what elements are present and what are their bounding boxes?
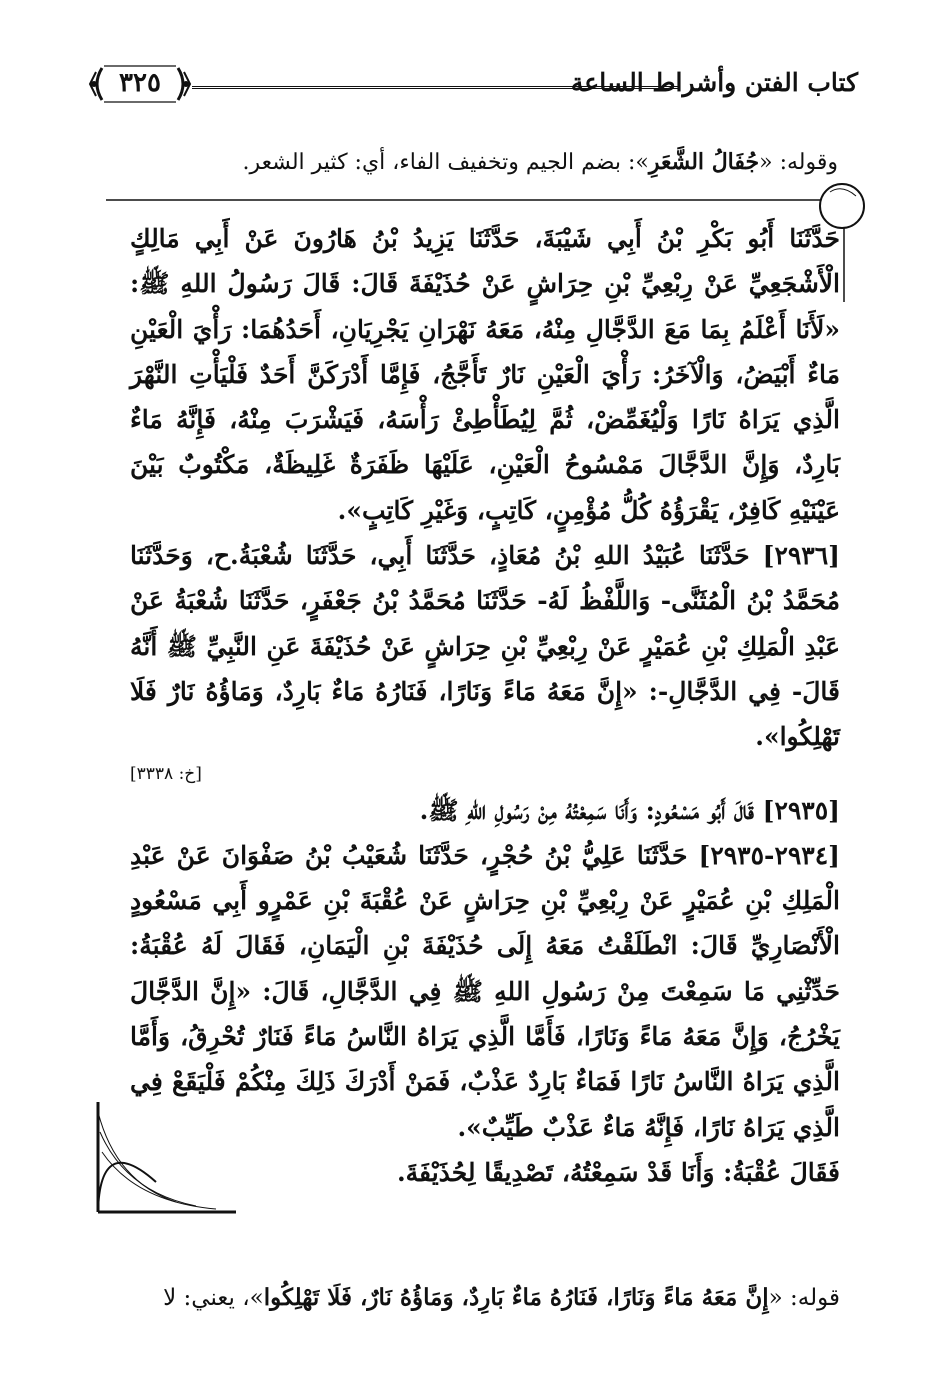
bukhari-reference: [خ: ٣٣٣٨]: [130, 763, 202, 784]
hadith-paragraph: حَدَّثَنَا أَبُو بَكْرِ بْنُ أَبِي شَيْبَةَ، حَدَّثَنَا يَزِيدُ بْنُ هَارُونَ عَنْ أَبِي مَالِكٍ الْأَشْجَعِيِّ عَنْ رِبْعِيِّ بْنِ حِرَاشٍ عَنْ حُذَيْفَةَ قَالَ: قَالَ رَسُولُ اللهِ ﷺ: «لَأَنَا أَعْلَمُ بِمَا مَعَ الدَّجَّالِ مِنْهُ، مَعَهُ نَهْرَانِ يَجْرِيَانِ، أَحَدُهُمَا: رَأْيَ الْعَيْنِ مَاءٌ أَبْيَضُ، وَالْآخَرُ: رَأْيَ الْعَيْنِ نَارٌ تَأَجَّجُ، فَإِمَّا أَدْرَكَنَّ أَحَدٌ فَلْيَأْتِ النَّهْرَ الَّذِي يَرَاهُ نَارًا وَلْيُغَمِّضْ، ثُمَّ لِيُطَأْطِئْ رَأْسَهُ، فَيَشْرَبَ مِنْهُ، فَإِنَّهُ مَاءٌ بَارِدٌ، وَإِنَّ الدَّجَّالَ مَمْسُوحُ الْعَيْنِ، عَلَيْهَا ظَفَرَةٌ غَلِيظَةٌ، مَكْتُوبٌ بَيْنَ عَيْنَيْهِ كَافِرٌ، يَقْرَؤُهُ كُلُّ مُؤْمِنٍ، كَاتِبٍ، وَغَيْرِ كَاتِبٍ».: [130, 224, 840, 525]
hadith-paragraph: [٢٩٣٦] حَدَّثَنَا عُبَيْدُ اللهِ بْنُ مُعَاذٍ، حَدَّثَنَا أَبِي، حَدَّثَنَا شُعْبَةُ.ح، وَحَدَّثَنَا مُحَمَّدُ بْنُ الْمُثَنَّى- وَاللَّفْظُ لَهُ- حَدَّثَنَا مُحَمَّدُ بْنُ جَعْفَرٍ، حَدَّثَنَا شُعْبَةُ عَنْ عَبْدِ الْمَلِكِ بْنِ عُمَيْرٍ عَنْ رِبْعِيِّ بْنِ حِرَاشٍ عَنْ حُذَيْفَةَ عَنِ النَّبِيِّ ﷺ أَنَّهُ قَالَ- فِي الدَّجَّالِ-: «إِنَّ مَعَهُ مَاءً وَنَارًا، فَنَارُهُ مَاءٌ بَارِدٌ، وَمَاؤُهُ نَارٌ فَلَا تَهْلِكُوا».: [130, 541, 840, 752]
bottom-commentary: قوله: «إِنَّ مَعَهُ مَاءً وَنَارًا، فَنَارُهُ مَاءٌ بَارِدٌ، وَمَاؤُهُ نَارٌ، فَلَا تَهْلِكُوا»، يعني: لا: [163, 1284, 840, 1311]
commentary-term: جُفَالُ الشَّعَرِ: [648, 149, 760, 175]
hadith-text: [130, 216, 840, 1195]
page-header: [88, 62, 858, 110]
running-title: كتاب الفتن وأشراط الساعة: [570, 68, 858, 97]
page-number-ornament: [88, 62, 192, 106]
quoted-text: إِنَّ مَعَهُ مَاءً وَنَارًا، فَنَارُهُ مَاءٌ بَارِدٌ، وَمَاؤُهُ نَارٌ، فَلَا تَهْلِكُوا: [263, 1284, 769, 1311]
page-number: ٣٢٥: [119, 68, 161, 98]
commentary-line: وقوله: «جُفَالُ الشَّعَرِ»: بضم الجيم وتخفيف الفاء، أي: كثير الشعر.: [242, 149, 838, 175]
hadith-paragraph: [٢٩٣٤-٢٩٣٥] حَدَّثَنَا عَلِيُّ بْنُ حُجْرٍ، حَدَّثَنَا شُعَيْبُ بْنُ صَفْوَانَ عَنْ عَبْدِ الْمَلِكِ بْنِ عُمَيْرٍ عَنْ رِبْعِيِّ بْنِ حِرَاشٍ عَنْ عُقْبَةَ بْنِ عَمْرٍو أَبِي مَسْعُودٍ الْأَنْصَارِيِّ قَالَ: انْطَلَقْتُ مَعَهُ إِلَى حُذَيْفَةَ بْنِ الْيَمَانِ، فَقَالَ لَهُ عُقْبَةُ: حَدِّثْنِي مَا سَمِعْتَ مِنْ رَسُولِ اللهِ ﷺ فِي الدَّجَّالِ، قَالَ: «إِنَّ الدَّجَّالَ يَخْرُجُ، وَإِنَّ مَعَهُ مَاءً وَنَارًا، فَأَمَّا الَّذِي يَرَاهُ النَّاسُ مَاءً فَنَارٌ تُحْرِقُ، وَأَمَّا الَّذِي يَرَاهُ النَّاسُ نَارًا فَمَاءٌ بَارِدٌ عَذْبٌ، فَمَنْ أَدْرَكَ ذَلِكَ مِنْكُمْ فَلْيَقَعْ فِي الَّذِي يَرَاهُ نَارًا، فَإِنَّهُ مَاءٌ عَذْبٌ طَيِّبٌ».: [130, 840, 840, 1142]
hadith-paragraph: فَقَالَ عُقْبَةُ: وَأَنَا قَدْ سَمِعْتُهُ، تَصْدِيقًا لِحُذَيْفَةَ.: [396, 1157, 840, 1187]
hadith-paragraph: [٢٩٣٥] قَالَ أَبُو مَسْعُودٍ: وَأَنَا سَمِعْتُهُ مِنْ رَسُولِ اللهِ ﷺ.: [419, 795, 840, 825]
